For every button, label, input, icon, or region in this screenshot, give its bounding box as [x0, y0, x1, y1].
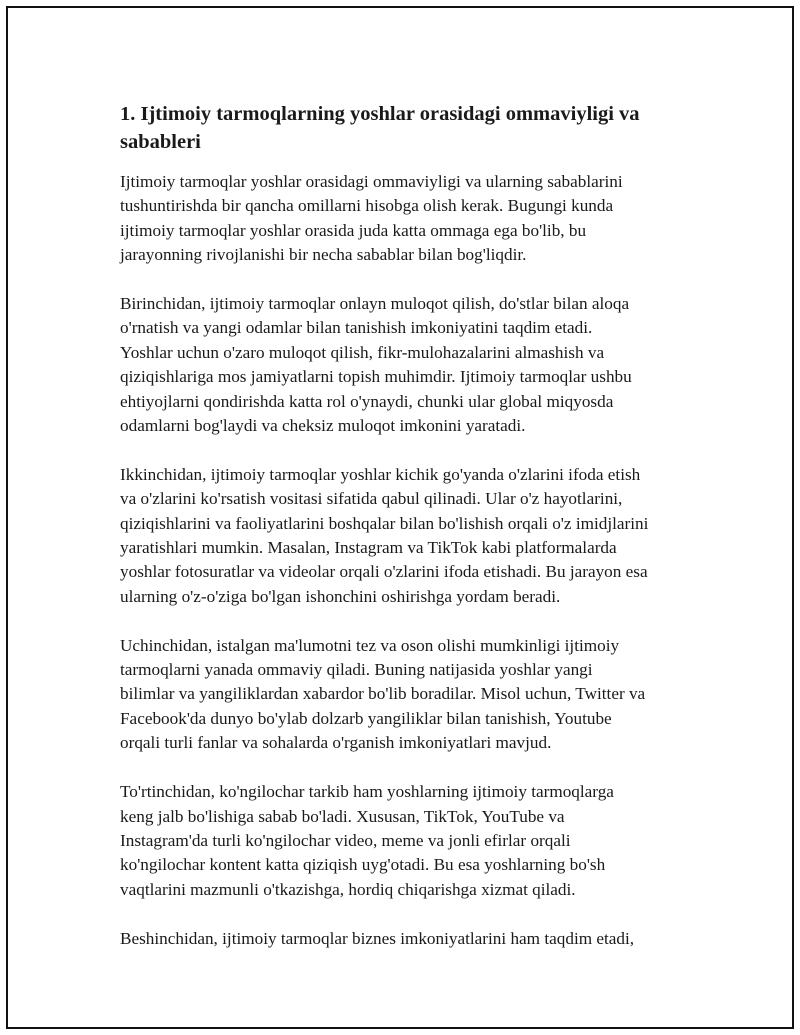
- paragraph-first-reason: Birinchidan, ijtimoiy tarmoqlar onlayn muloqot qilish, do'stlar bilan aloqa o'rnatish va yangi odamlar bilan tanishish imkoniyatini taqdim etadi. Yoshlar uchun o'zaro muloqot qilish, fikr-mulohazalarini almashish va qiziqishlariga mos jamiyatlarni topish muhimdir. Ijtimoiy tarmoqlar ushbu ehtiyojlarni qondirishda katta rol o'ynaydi, chunki ular global miqyosda odamlarni bog'laydi va cheksiz muloqot imkonini yaratadi.: [120, 294, 632, 436]
- paragraph-third-reason: Uchinchidan, istalgan ma'lumotni tez va oson olishi mumkinligi ijtimoiy tarmoqlarni yanada ommaviy qiladi. Buning natijasida yoshlar yangi bilimlar va yangiliklardan xabardor bo'lib boradilar. Misol uchun, Twitter va Facebook'da dunyo bo'ylab dolzarb yangiliklar bilan tanishish, Youtube orqali turli fanlar va sohalarda o'rganish imkoniyatlari mavjud.: [120, 635, 646, 753]
- paragraph-fifth-reason: Beshinchidan, ijtimoiy tarmoqlar biznes imkoniyatlarini ham taqdim etadi,: [120, 928, 635, 948]
- paragraph-intro: Ijtimoiy tarmoqlar yoshlar orasidagi ommaviyligi va ularning sabablarini tushuntirishda bir qancha omillarni hisobga olish kerak. Bugungi kunda ijtimoiy tarmoqlar yoshlar orasida juda katta ommaga ega bo'lib, bu jarayonning rivojlanishi bir necha sabablar bilan bog'liqdir.: [120, 172, 623, 265]
- page-border: [6, 6, 794, 1029]
- document-body: [120, 100, 700, 975]
- paragraph-second-reason: Ikkinchidan, ijtimoiy tarmoqlar yoshlar kichik go'yanda o'zlarini ifoda etish va o'zlarini ko'rsatish vositasi sifatida qabul qilinadi. Ular o'z hayotlarini, qiziqishlarini va faoliyatlarini boshqalar bilan bo'lishish orqali o'z imidjlarini yaratishlari mumkin. Masalan, Instagram va TikTok kabi platformalarda yoshlar fotosuratlar va videolar orqali o'zlarini ifoda etishadi. Bu jarayon esa ularning o'z-o'ziga bo'lgan ishonchini oshirishga yordam beradi.: [120, 464, 649, 606]
- section-heading: 1. Ijtimoiy tarmoqlarning yoshlar orasidagi ommaviyligi va sabableri: [120, 103, 640, 153]
- paragraph-fourth-reason: To'rtinchidan, ko'ngilochar tarkib ham yoshlarning ijtimoiy tarmoqlarga keng jalb bo'lishiga sabab bo'ladi. Xususan, TikTok, YouTube va Instagram'da turli ko'ngilochar video, meme va jonli efirlar orqali ko'ngilochar kontent katta qiziqish uyg'otadi. Bu esa yoshlarning bo'sh vaqtlarini mazmunli o'tkazishga, hordiq chiqarishga xizmat qiladi.: [120, 782, 614, 899]
